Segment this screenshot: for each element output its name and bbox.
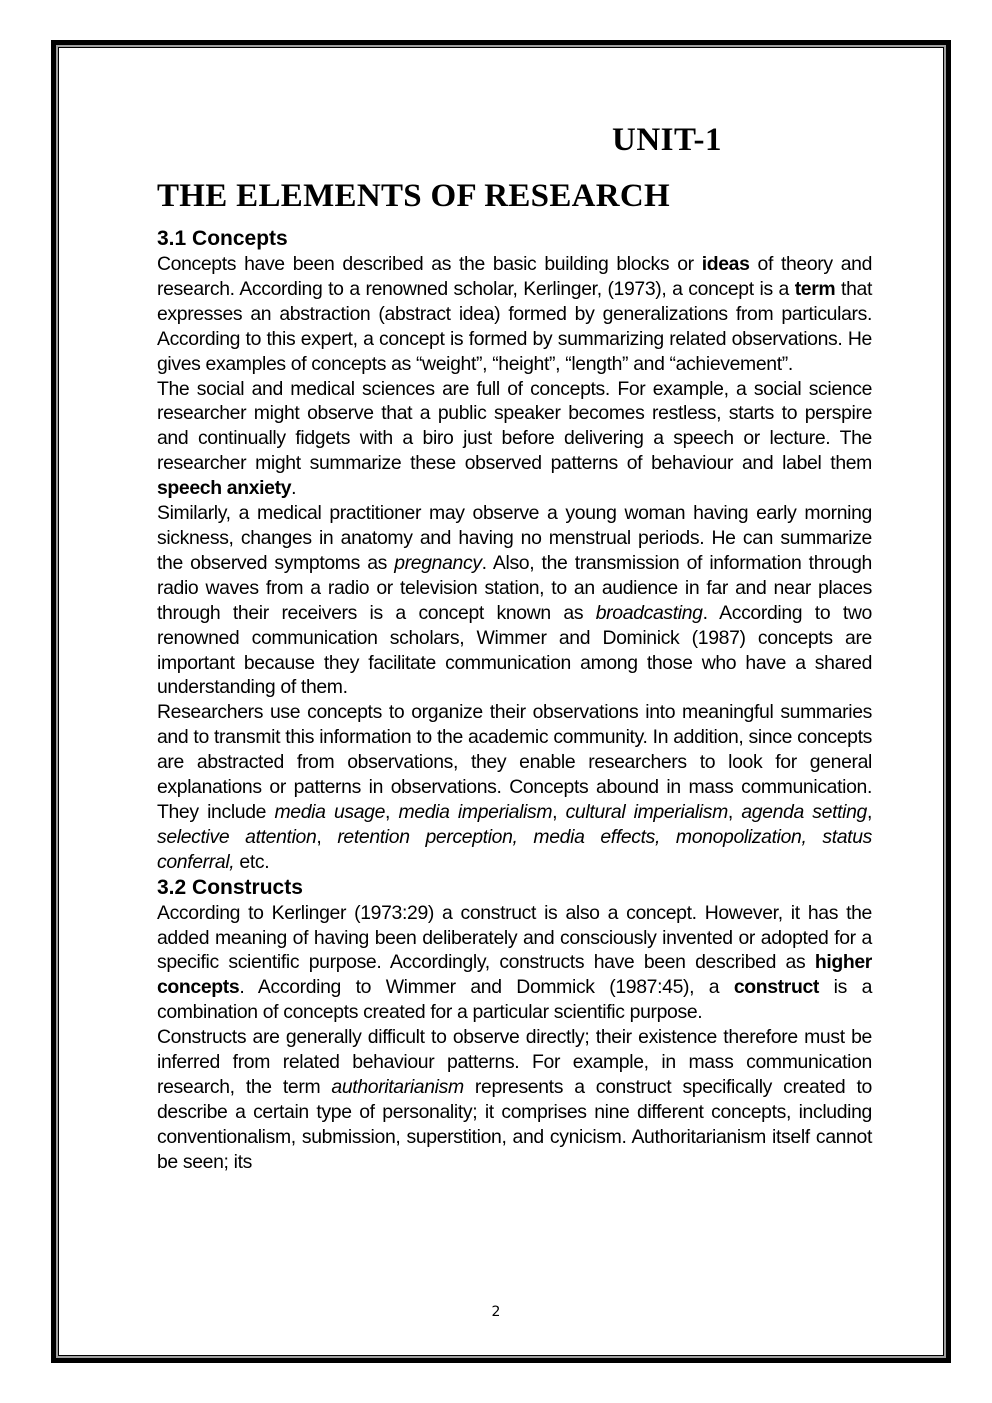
text-run: The social and medical sciences are full of concepts. For example, a social science researcher might observe that a public speaker becomes restless, starts to perspire and continually fidgets with a biro just before delivering a speech or lecture. The researcher might summarize these observed patterns of behaviour and label them [157, 377, 872, 475]
bold-term: construct [733, 976, 820, 999]
text-run: is a combination of concepts created for a particular scientific purpose. [157, 976, 873, 1024]
page-content [157, 118, 872, 1175]
paragraph [157, 252, 872, 377]
text-run: , [316, 825, 338, 848]
chapter-title: THE ELEMENTS OF RESEARCH [157, 178, 670, 214]
text-run: . According to two renowned communication scholars, Wimmer and Dominick (1987) concepts are important because they facilitate communication among those who have a shared understanding of them. [157, 601, 872, 699]
paragraph [157, 501, 872, 700]
section-heading-concepts: 3.1 Concepts [157, 227, 288, 250]
text-run: etc. [234, 850, 270, 873]
italic-term: cultural imperialism [565, 800, 728, 823]
paragraph [157, 1025, 872, 1174]
italic-term: media imperialism [398, 800, 553, 823]
text-run: . Also, the transmission of information through radio waves from a radio or television station, to an audience in far and near places through their receivers is a concept known as [157, 551, 872, 624]
text-run: , [727, 800, 742, 823]
text-run: Concepts have been described as the basic building blocks or [157, 253, 702, 275]
bold-term: speech anxiety [157, 477, 292, 500]
text-run: , [552, 800, 566, 823]
section-concepts [157, 226, 872, 875]
text-run: , [385, 800, 399, 823]
paragraph [157, 700, 872, 874]
text-run: , [867, 800, 873, 823]
italic-term: agenda setting [741, 800, 867, 823]
text-run: Similarly, a medical practitioner may observe a young woman having early morning sickness, changes in anatomy and having no menstrual periods. He can summarize the observed symptoms as [157, 502, 872, 574]
italic-term: selective attention [157, 825, 317, 848]
paragraph [157, 901, 872, 1026]
italic-term: retention perception, media effects, monopolization, status conferral, [157, 825, 872, 873]
bold-term: term [794, 277, 836, 300]
text-run: that expresses an abstraction (abstract idea) formed by generalizations from particulars. According to this expert, a concept is formed by summarizing related observations. He gives examples of concepts as “weight”, “height”, “length” and “achievement”. [157, 277, 872, 375]
text-run: . [291, 477, 297, 500]
page-number: 2 [491, 1304, 501, 1320]
italic-term: broadcasting [595, 601, 703, 624]
italic-term: media usage [274, 800, 386, 823]
bold-term: higher concepts [157, 951, 872, 999]
section-constructs [157, 875, 872, 1175]
text-run: of theory and research. According to a renowned scholar, Kerlinger, (1973), a concept is a [157, 253, 872, 300]
paragraph [157, 377, 872, 502]
text-run: Researchers use concepts to organize their observations into meaningful summaries and to transmit this information to the academic community. In addition, since concepts are abstracted from observations, they enable researchers to look for general explanations or patterns in observations. Concepts abound in mass communication. They include [157, 701, 872, 823]
text-run: . According to Wimmer and Dommick (1987:45), a [239, 976, 734, 999]
text-run: According to Kerlinger (1973:29) a construct is also a concept. However, it has the added meaning of having been deliberately and consciously invented or adopted for a specific scientific purpose. Accordingly, constructs have been described as [157, 901, 872, 974]
italic-term: pregnancy [394, 551, 482, 574]
unit-title: UNIT-1 [612, 122, 722, 158]
text-run: Constructs are generally difficult to observe directly; their existence therefore must be inferred from related behaviour patterns. For example, in mass communication research, the term [157, 1026, 872, 1098]
text-run: represents a construct specifically created to describe a certain type of personality; it comprises nine different concepts, including conventionalism, submission, superstition, and cynicism. Authoritarianism itself cannot be seen; its [157, 1076, 872, 1173]
section-heading-constructs: 3.2 Constructs [157, 875, 303, 899]
bold-term: ideas [701, 253, 750, 275]
italic-term: authoritarianism [331, 1076, 464, 1098]
